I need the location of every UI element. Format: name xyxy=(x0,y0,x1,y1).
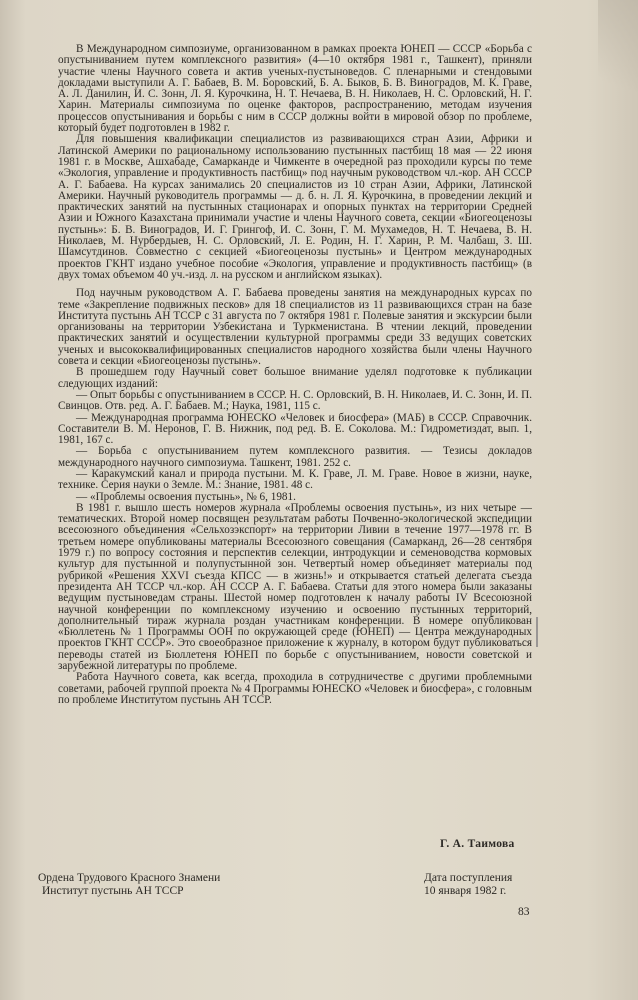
paragraph-journal: В 1981 г. вышло шесть номеров журнала «Проблемы освоения пустынь», из них четыре — тематических. Второй номер посвящен результатам работы Почвенно-экологической экспедиции всесоюзного объединения «Сельхозэкспорт» на территории Ливии в течение 1977—1978 гг. В третьем номере опубликованы материалы Всесоюзного совещания (Самарканд, 26—28 сентября 1979 г.) по вопросу состояния и перспектив селекции, интродукции и семеноводства кормовых культур для пустынной и полупустынной зон. Четвертый номер объединяет материалы под рубрикой «Решения XXVI съезда КПСС — в жизнь!» и открывается статьей делегата съезда президента АН ТССР чл.-кор. АН СССР А. Г. Бабаева. Статьи для этого номера были заказаны ведущим пустыноведам страны. Шестой номер подготовлен к началу работы IV Всесоюзной научной конференции по комплексному изучению и освоению пустынных территорий, дополнительный тираж журнала роздан участникам конференции. В номере опубликован «Бюллетень № 1 Программы ООН по окружающей среде (ЮНЕП) — Центра международных проектов ГКНТ СССР». Это своеобразное приложение к журналу, в котором будут публиковаться переводы статей из Бюллетеня ЮНЕП по борьбе с опустыниванием, новости советской и зарубежной литературы по проблеме. xyxy=(58,501,532,673)
received-date: 10 января 1982 г. xyxy=(424,885,507,897)
paragraph-publications-intro: В прошедшем году Научный совет большое внимание уделял подготовке к публикации следующих изданий: xyxy=(58,366,532,390)
institution-line: Ордена Трудового Красного Знамени xyxy=(38,872,221,884)
pen-margin-mark xyxy=(536,617,538,647)
article-body xyxy=(58,44,532,706)
page-number: 83 xyxy=(518,906,530,918)
paragraph-courses: Для повышения квалификации специалистов из развивающихся стран Азии, Африки и Латинской Америки по рациональному использованию пустынных пастбищ 18 мая — 22 июня 1981 г. в Москве, Ашхабаде, Самарканде и Чимкенте в очередной раз проходили курсы по теме «Экология, управление и продуктивность пастбищ» под научным руководством чл.-кор. АН СССР А. Г. Бабаева. На курсах занимались 20 специалистов из 10 стран Азии, Африки, Латинской Америки. Научный руководитель программы — д. б. н. Л. Я. Курочкина, в проведении лекций и практических занятий на пустынных стационарах и опорных пунктах на территории Средней Азии и Южного Казахстана принимали участие и члены Научного совета, секции «Биогеоценозы пустынь»: Б. В. Виноградов, И. Г. Грингоф, И. С. Зонн, Г. М. Мухамедов, Н. Т. Нечаева, В. Н. Николаев, М. Нурбердыев, Н. С. Орловский, Л. Е. Родин, Н. Г. Харин, Р. М. Чалбаш, З. Ш. Шамсутдинов. Совместно с секцией «Биогеоценозы пустынь» и Центром международных проектов ГКНТ издано учебное пособие «Экология, управление и продуктивность пастбищ» (в двух томах объемом 40 уч.-изд. л. на русском и английском языках). xyxy=(58,133,532,281)
author-signature: Г. А. Таимова xyxy=(440,838,515,850)
publication-item: — «Проблемы освоения пустынь», № 6, 1981. xyxy=(76,490,296,503)
publication-item: — Международная программа ЮНЕСКО «Человек и биосфера» (МАБ) в СССР. Справочник. Составители В. М. Неронов, Г. В. Нижник, под ред. В. Е. Соколова. М.: Гидрометиздат, вып. 1, 1981, 167 с. xyxy=(58,411,532,447)
received-date-block xyxy=(424,872,512,898)
publication-item: — Каракумский канал и природа пустыни. М. К. Грaве, Л. М. Грaве. Новое в жизни, науке, технике. Серия науки о Земле. М.: Знание, 1981. 48 с. xyxy=(58,467,532,492)
publication-list xyxy=(58,390,532,503)
paragraph-cooperation: Работа Научного совета, как всегда, проходила в сотрудничестве с другими проблемными советами, рабочей группой проекта № 4 Программы ЮНЕСКО «Человек и биосфера», с головным по проблеме Институтом пустынь АН ТССР. xyxy=(58,671,532,706)
publication-item: — Борьба с опустыниванием путем комплексного развития. — Тезисы докладов международного научного симпозиума. Ташкент, 1981. 252 с. xyxy=(58,445,532,469)
publication-item: — Опыт борьбы с опустыниванием в СССР. Н. С. Орловский, В. Н. Николаев, И. С. Зонн, И. П. Свинцов. Отв. ред. А. Г. Бабаев. М.; Наука, 1981, 115 с. xyxy=(58,388,532,413)
paragraph-sands-course: Под научным руководством А. Г. Бабаева проведены занятия на международных курсах по теме «Закрепление подвижных песков» для 18 специалистов из 11 развивающихся стран на базе Института пустынь АН ТССР с 31 августа по 7 октября 1981 г. Полевые занятия и экскурсии были организованы на территории Узбекистана и Туркменистана. В чтении лекций, проведении практических занятий и осуществлении культурной программы среди 33 ведущих советских ученых и высококвалифицированных специалистов народного хозяйства были члены Научного совета и секции «Биогеоценозы пустынь». xyxy=(58,287,532,368)
page-corner-shadow xyxy=(598,0,638,120)
institution-block xyxy=(38,872,220,898)
paragraph-symposium: В Международном симпозиуме, организованном в рамках проекта ЮНЕП — СССР «Борьба с опустыниванием путем комплексного развития» (4—10 октября 1981 г., Ташкент), приняли участие члены Научного совета и актив ученых-пустыноведов. С пленарными и стендовыми докладами выступили А. Г. Бабаев, В. М. Боровский, Б. А. Быков, Б. В. Виноградов, М. К. Граве, А. Л. Данилин, И. С. Зонн, Л. Я. Курочкина, Н. Т. Нечаева, В. Н. Николаев, Н. С. Орловский, Н. Г. Харин. Материалы симпозиума по оценке факторов, распространению, методам изучения процессов опустынивания и борьбы с ним в СССР должны войти в мировой обзор по проблеме, который будет подготовлен в 1982 г. xyxy=(58,43,532,135)
institution-line: Институт пустынь АН ТССР xyxy=(42,885,184,897)
received-label: Дата поступления xyxy=(424,872,513,884)
